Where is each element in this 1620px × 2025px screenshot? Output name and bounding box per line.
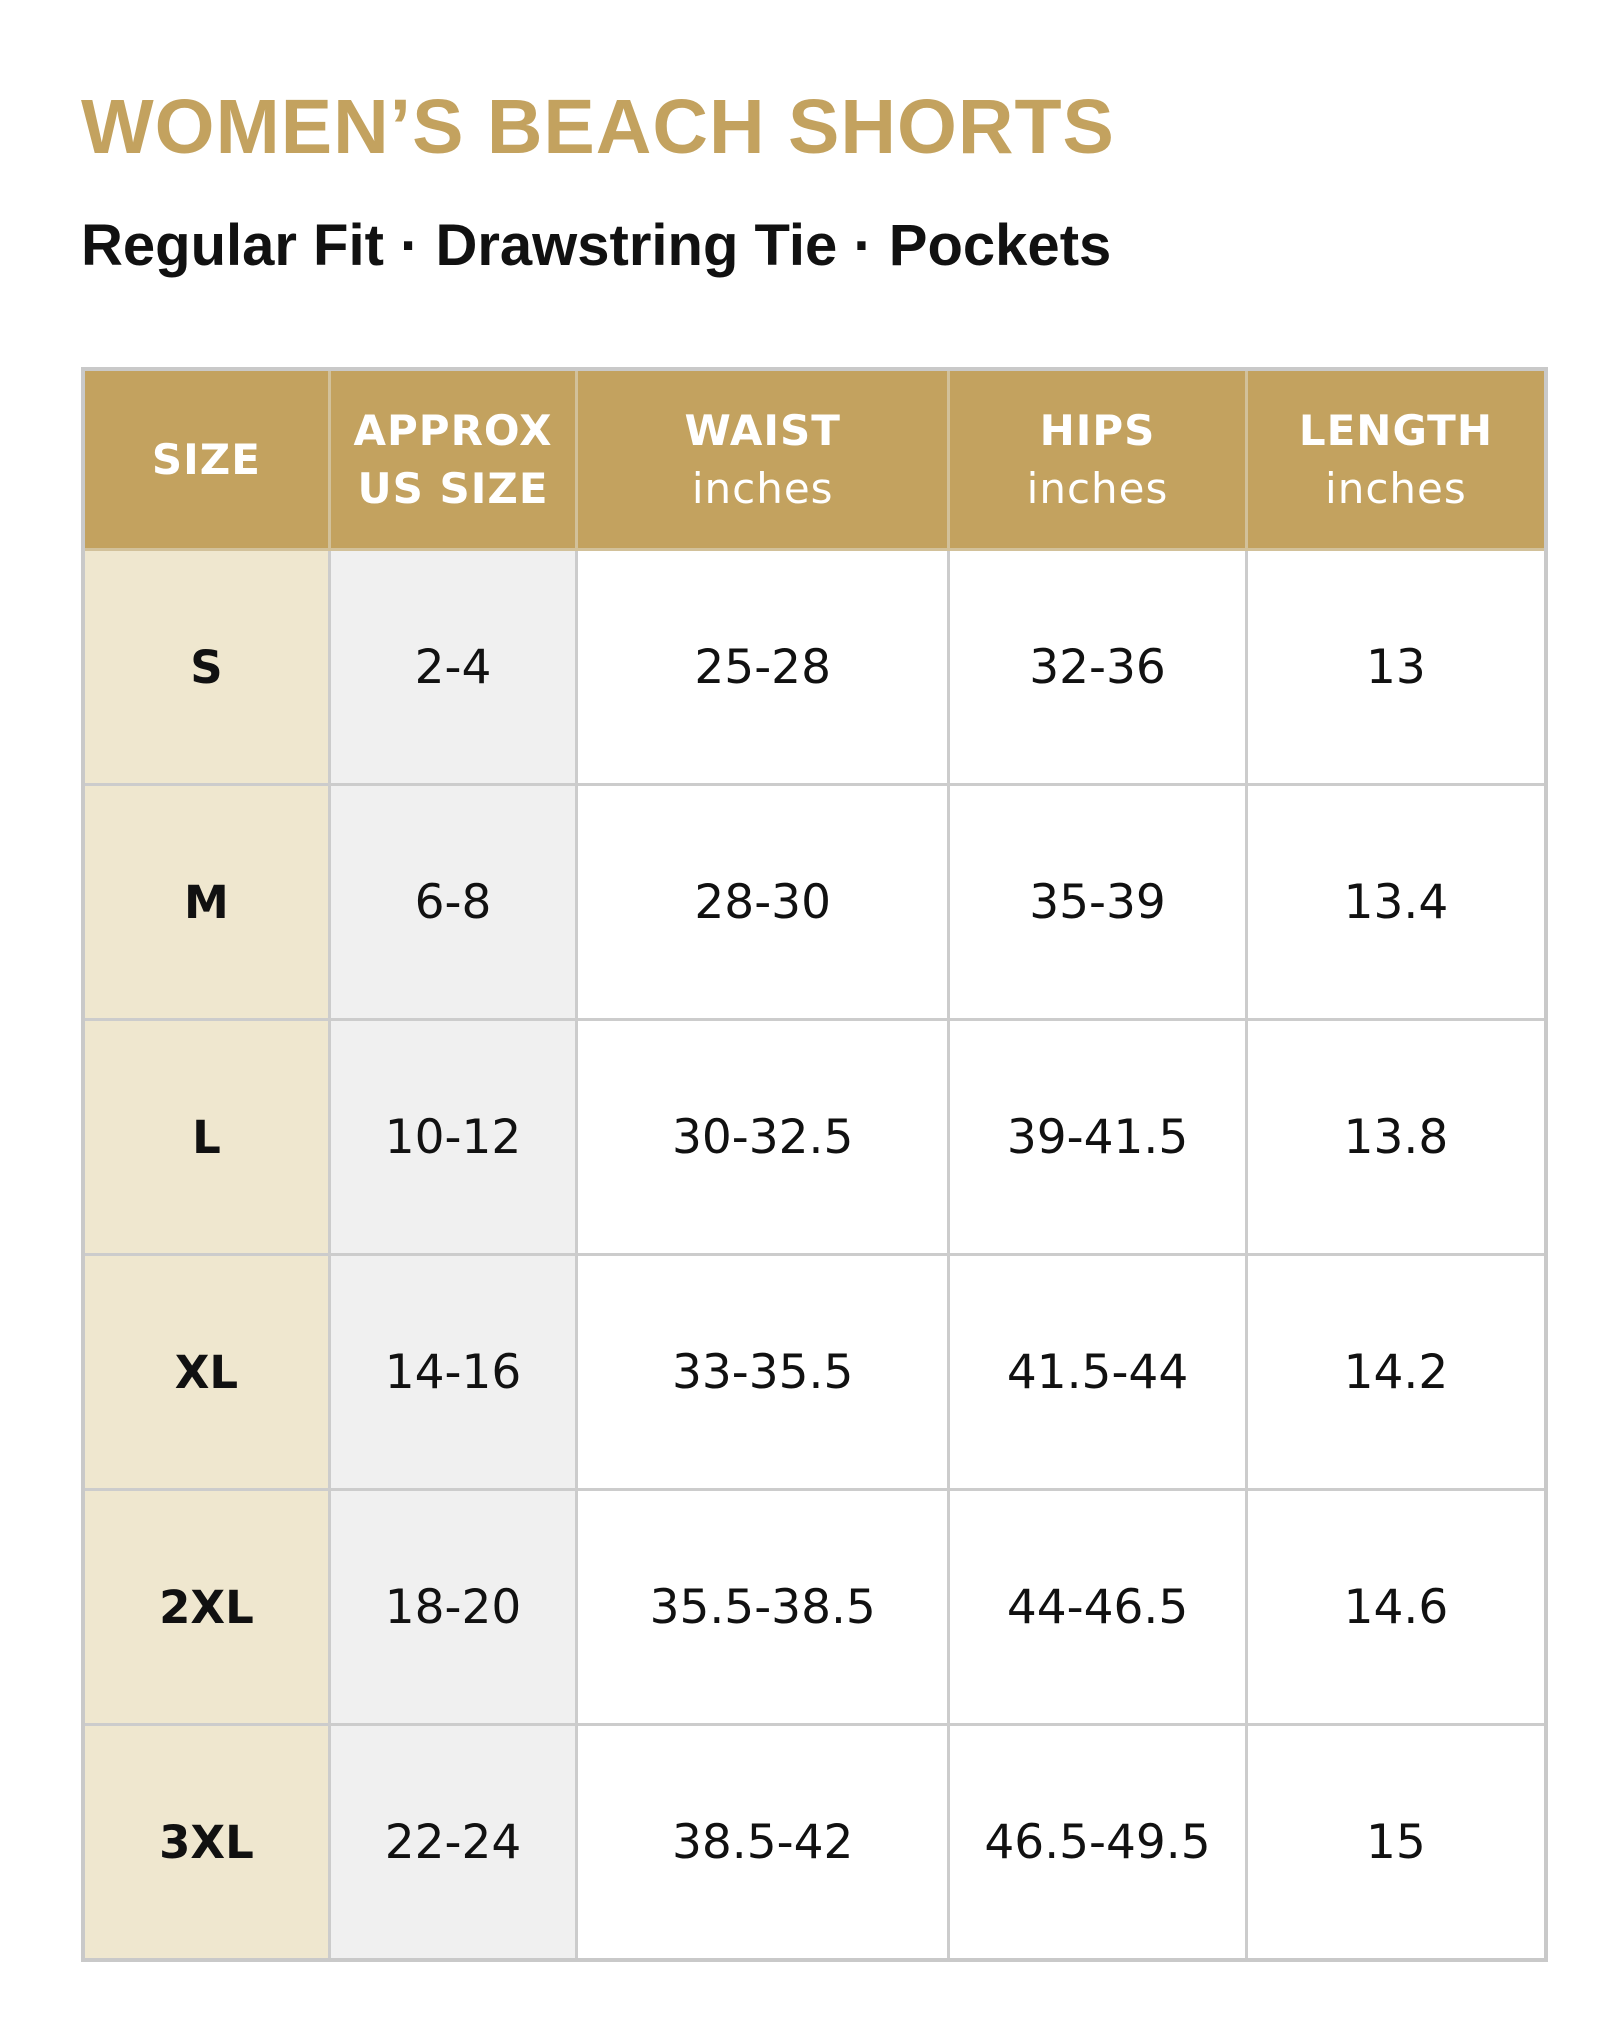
header-size bbox=[83, 369, 329, 550]
waist-cell: 33-35.5 bbox=[577, 1255, 949, 1490]
waist-cell: 35.5-38.5 bbox=[577, 1490, 949, 1725]
length-cell: 15 bbox=[1246, 1725, 1546, 1961]
table-row bbox=[83, 1255, 1546, 1490]
table-row bbox=[83, 1490, 1546, 1725]
table-row bbox=[83, 785, 1546, 1020]
waist-cell: 30-32.5 bbox=[577, 1020, 949, 1255]
length-cell: 14.2 bbox=[1246, 1255, 1546, 1490]
us-size-cell: 2-4 bbox=[329, 550, 576, 785]
header-hips-unit: inches bbox=[1026, 463, 1169, 513]
waist-cell: 28-30 bbox=[577, 785, 949, 1020]
us-size-cell: 6-8 bbox=[329, 785, 576, 1020]
waist-cell: 38.5-42 bbox=[577, 1725, 949, 1961]
size-cell: S bbox=[83, 550, 329, 785]
size-cell: L bbox=[83, 1020, 329, 1255]
hips-cell: 32-36 bbox=[949, 550, 1247, 785]
length-cell: 13.8 bbox=[1246, 1020, 1546, 1255]
table-row bbox=[83, 550, 1546, 785]
table-row bbox=[83, 1725, 1546, 1961]
size-cell: 3XL bbox=[83, 1725, 329, 1961]
hips-cell: 39-41.5 bbox=[949, 1020, 1247, 1255]
header-approx-us-size bbox=[329, 369, 576, 550]
header-hips bbox=[949, 369, 1247, 550]
hips-cell: 35-39 bbox=[949, 785, 1247, 1020]
header-size-label: SIZE bbox=[151, 434, 261, 484]
header-length-label: LENGTH bbox=[1298, 405, 1493, 455]
header-hips-label: HIPS bbox=[1039, 405, 1156, 455]
header-us-size-label: US SIZE bbox=[357, 463, 549, 513]
hips-cell: 46.5-49.5 bbox=[949, 1725, 1247, 1961]
table-row bbox=[83, 1020, 1546, 1255]
page-subtitle: Regular Fit · Drawstring Tie · Pockets bbox=[81, 213, 1112, 278]
page-title: WOMEN’S BEACH SHORTS bbox=[81, 84, 1115, 170]
table-header-row bbox=[83, 369, 1546, 550]
length-cell: 13 bbox=[1246, 550, 1546, 785]
header-waist-label: WAIST bbox=[684, 405, 841, 455]
us-size-cell: 18-20 bbox=[329, 1490, 576, 1725]
waist-cell: 25-28 bbox=[577, 550, 949, 785]
hips-cell: 44-46.5 bbox=[949, 1490, 1247, 1725]
header-waist-unit: inches bbox=[691, 463, 834, 513]
us-size-cell: 10-12 bbox=[329, 1020, 576, 1255]
hips-cell: 41.5-44 bbox=[949, 1255, 1247, 1490]
header-length bbox=[1246, 369, 1546, 550]
length-cell: 14.6 bbox=[1246, 1490, 1546, 1725]
header-approx-label: APPROX bbox=[353, 405, 553, 455]
size-cell: XL bbox=[83, 1255, 329, 1490]
length-cell: 13.4 bbox=[1246, 785, 1546, 1020]
size-cell: M bbox=[83, 785, 329, 1020]
size-chart-table bbox=[81, 367, 1548, 1962]
size-cell: 2XL bbox=[83, 1490, 329, 1725]
header-waist bbox=[577, 369, 949, 550]
us-size-cell: 14-16 bbox=[329, 1255, 576, 1490]
us-size-cell: 22-24 bbox=[329, 1725, 576, 1961]
header-length-unit: inches bbox=[1325, 463, 1467, 513]
